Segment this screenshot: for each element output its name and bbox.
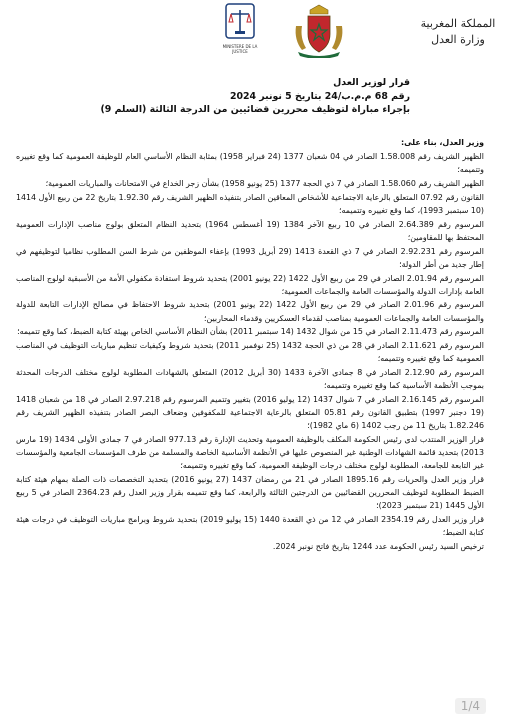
legal-reference: قرار وزير العدل رقم 2354.19 الصادر في 12 من ذي القعدة 1440 (15 يوليو 2019) بتحديد شروط وبرامج مباريات التوظيف في درجات هيئة كتابة الضبط؛ (16, 515, 484, 538)
legal-reference: المرسوم رقم 2.01.96 الصادر في 29 من ربيع الأول 1422 (22 يونيو 2001) بتحديد شروط الاحتفاظ في مصالح الإدارات التابعة للدولة والمؤسسات العامة والجماعات العمومية بمناصب لقدماء العسكريين وقدماء المحاربين؛ (16, 300, 484, 323)
legal-reference: المرسوم رقم 2.16.145 الصادر في 7 شوال 1437 (12 يوليو 2016) بتغيير وتتميم المرسوم رقم 2.97.218 الصادر في 18 من شعبان 1418 (19 دجنبر 1997) بتطبيق القانون رقم 05.81 المتعلق بالرعاية الاجتماعية للمكفوفين وضعاف البصر الصادر بتنفيذه الظهير الشريف رقم 1.82.246 بتاريخ 11 من رجب 1402 (6 ماي 1982)؛ (16, 394, 485, 431)
legal-reference: المرسوم رقم 2.11.621 الصادر في 28 من ذي الحجة 1432 (25 نوفمبر 2011) بتحديد شروط وكيفيات تنظيم مباريات التوظيف في المناصب العمومية كما وقع تغييره وتتميمه؛ (16, 341, 484, 364)
ministry-logo (224, 2, 256, 46)
ministry-title: وزارة العدل (431, 33, 485, 46)
decision-number-date: رقم 68 م.م.ب/24 بتاريخ 5 نونبر 2024 (229, 90, 410, 102)
legal-reference: قرار الوزير المنتدب لدى رئيس الحكومة المكلف بالوظيفة العمومية وتحديث الإدارة رقم 977.13 الصادر في 7 جمادى الأولى 1434 (19 مارس 2013) بتحديد قائمة الشهادات الوطنية غير المنصوص عليها في الأنظمة الأساسية الخاصة والمسلمة من طرف المؤسسات الجامعية والمؤسسات غير التابعة للجامعة، المطلوبة لولوج مختلف درجات الوظيفة العمومية، كما وقع تغييره وتتميمه؛ (16, 434, 484, 471)
decision-title-block (100, 76, 410, 117)
legal-reference: الظهير الشريف رقم 1.58.008 الصادر في 04 شعبان 1377 (24 فبراير 1958) بمثابة النظام الأساسي العام للوظيفة العمومية كما وقع تغييره وتتميمه؛ (16, 152, 485, 175)
legal-reference: المرسوم رقم 2.11.473 الصادر في 15 من شوال 1432 (14 سبتمبر 2011) بشأن النظام الأساسي الخاص بهيئة كتابة الضبط، كما وقع تتميمه؛ (17, 327, 484, 337)
royal-crest (288, 4, 350, 62)
ministry-name (418, 16, 498, 48)
legal-reference: قرار وزير العدل والحريات رقم 1895.16 الصادر في 21 من رمضان 1437 (27 يونيو 2016) بتحديد التخصصات ذات الصلة بمهام هيئة كتابة الضبط المطلوبة لتوظيف المحررين القضائيين من الدرجتين الثالثة والرابعة، كما وقع تتميمه بقرار وزير العدل رقم 2364.23 الصادر في 5 ربيع الأول 1445 (21 سبتمبر 2023)؛ (16, 475, 485, 511)
legal-reference: المرسوم رقم 2.92.231 الصادر في 7 ذي القعدة 1413 (29 أبريل 1993) بإعفاء الموظفين من شرط السن المطلوب نظاميا لتوظيفهم في إطار جديد من أطر الدولة؛ (16, 246, 484, 269)
legal-reference: القانون رقم 07.92 المتعلق بالرعاية الاجتماعية للأشخاص المعاقين الصادر بتنفيذه الظهير الشريف رقم 1.92.30 بتاريخ 22 من ربيع الأول 1414 (10 سبتمبر 1993)، كما وقع تغييره وتتميمه؛ (16, 192, 484, 215)
authorization-reference: ترخيص السيد رئيس الحكومة عدد 1244 بتاريخ فاتح نونبر 2024. (272, 542, 484, 551)
decision-title: قرار لوزير العدل (333, 77, 410, 88)
kingdom-name: المملكة المغربية (420, 17, 496, 30)
opening-greeting: وزير العدل، بناء على: (400, 138, 484, 147)
decision-body (16, 136, 484, 554)
legal-reference: الظهير الشريف رقم 1.58.060 الصادر في 7 ذي الحجة 1377 (25 يونيو 1958) بشأن زجر الخداع في الامتحانات والمباريات العمومية؛ (45, 179, 484, 189)
logo-caption: MINISTERE DE LA JUSTICE (222, 44, 258, 54)
page-indicator: 1/4 (455, 698, 486, 714)
decision-subject: بإجراء مباراة لتوظيف محررين قضائيين من الدرجة الثالثة (السلم 9) (100, 104, 410, 115)
legal-reference: المرسوم رقم 2.12.90 الصادر في 8 جمادى الآخرة 1433 (30 أبريل 2012) المتعلق بالشهادات المطلوبة لولوج مختلف الدرجات المحدثة بموجب الأنظمة الأساسية كما وقع تغييره وتتميمه؛ (16, 368, 485, 391)
document-header (0, 0, 506, 70)
legal-reference: المرسوم رقم 2.64.389 الصادر في 10 ربيع الآخر 1384 (19 أغسطس 1964) بتحديد النظام المتعلق بولوج مناصب الإدارات العمومية المحتفظ بها للمقاومين؛ (16, 219, 484, 242)
moroccan-coat-of-arms-icon (288, 4, 350, 58)
scales-logo-icon (224, 2, 256, 42)
legal-reference: المرسوم رقم 2.01.94 الصادر في 29 من ربيع الأول 1422 (22 يونيو 2001) بتحديد شروط استفادة مكفولي الأمة من الأسبقية لولوج المناصب العامة بإدارات الدولة والمؤسسات العامة والجماعات العمومية؛ (16, 273, 484, 296)
